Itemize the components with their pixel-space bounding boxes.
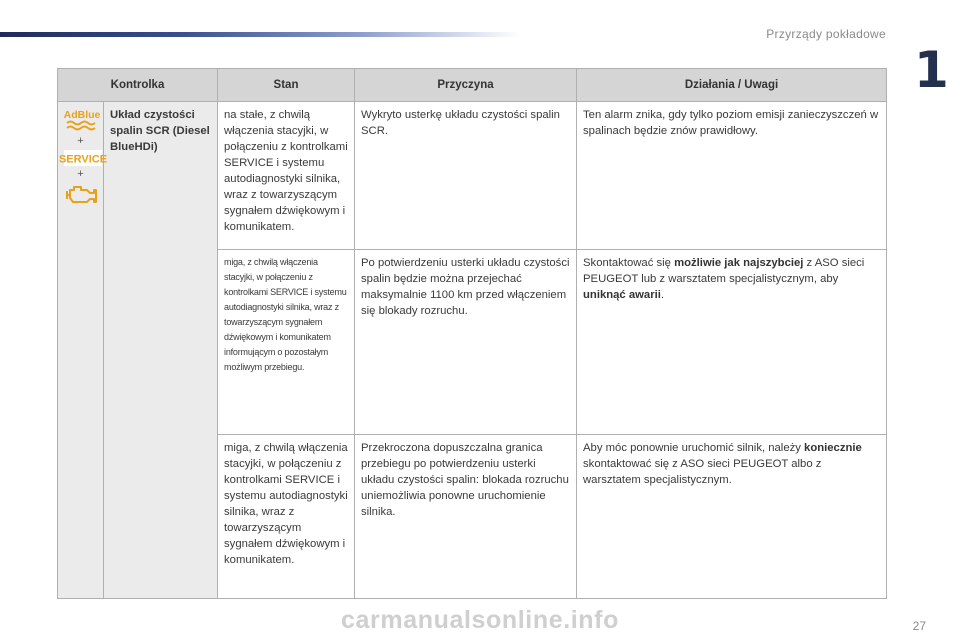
section-title: Przyrządy pokładowe [766, 27, 886, 41]
row2-cause: Po potwierdzeniu usterki układu czystości spalin będzie można przejechać maksymalnie 1100 km przed włączeniem się blokady rozruchu. [355, 250, 577, 435]
row2-action-text-3: . [660, 289, 665, 301]
column-header-stan: Stan [218, 69, 355, 102]
row3-action-text-1: Aby móc ponownie uruchomić silnik, należy [583, 442, 805, 454]
page-number: 27 [912, 619, 926, 633]
row2-action-emphasis-1: możliwie jak najszybciej [674, 257, 804, 269]
table-header-row [58, 69, 887, 102]
column-header-kontrolka: Kontrolka [58, 69, 218, 102]
header-gradient-bar [0, 32, 520, 37]
table-row [58, 102, 887, 250]
service-icon-label: SERVICE [58, 153, 108, 166]
row3-action-text-2: skontaktować się z ASO sieci PEUGEOT albo z warsztatem specjalistycznym. [583, 458, 822, 486]
watermark-text: carmanualsonline.info [341, 606, 619, 634]
row1-state: na stałe, z chwilą włączenia stacyjki, w połączeniu z kontrolkami SERVICE i systemu autodiagnostyki silnika, wraz z towarzyszącym sygnałem dźwiękowym i komunikatem. [218, 102, 355, 250]
warning-lights-table [57, 68, 887, 599]
plus-sign: + [77, 168, 84, 180]
row3-cause: Przekroczona dopuszczalna granica przebiegu po potwierdzeniu usterki układu czystości spalin: blokada rozruchu uniemożliwia ponowne uruchomienie silnika. [355, 435, 577, 599]
row3-action [577, 435, 887, 599]
adblue-icon [64, 107, 100, 133]
column-header-dzialania: Działania / Uwagi [577, 69, 887, 102]
adblue-icon-label: AdBlue [63, 109, 101, 121]
chapter-number: 1 [914, 41, 949, 99]
engine-warning-icon [65, 183, 97, 205]
row1-action-text: Ten alarm znika, gdy tylko poziom emisji zanieczyszczeń w spalinach będzie znów prawidłowy. [583, 109, 879, 137]
row2-action [577, 250, 887, 435]
row2-action-text-2: z ASO sieci PEUGEOT lub z warsztatem specjalistycznym, aby [583, 257, 865, 285]
column-header-przyczyna: Przyczyna [355, 69, 577, 102]
service-icon [58, 150, 108, 166]
row1-action [577, 102, 887, 250]
row2-action-emphasis-2: uniknąć awarii [583, 289, 661, 301]
row3-action-emphasis: koniecznie [804, 442, 862, 454]
indicator-name: Układ czystości spalin SCR (Diesel BlueHDi) [104, 102, 218, 599]
plus-sign: + [77, 135, 84, 147]
row1-cause: Wykryto usterkę układu czystości spalin SCR. [355, 102, 577, 250]
row2-state: miga, z chwilą włączenia stacyjki, w połączeniu z kontrolkami SERVICE i systemu autodiagnostyki silnika, wraz z towarzyszącym sygnałem dźwiękowym i komunikatem informującym o pozostałym możliwym przebiegu. [218, 250, 355, 435]
row3-state: miga, z chwilą włączenia stacyjki, w połączeniu z kontrolkami SERVICE i systemu autodiagnostyki silnika, wraz z towarzyszącym sygnałem dźwiękowym i komunikatem. [218, 435, 355, 599]
row2-action-text-1: Skontaktować się [583, 257, 675, 269]
indicator-icons-cell [58, 102, 108, 599]
